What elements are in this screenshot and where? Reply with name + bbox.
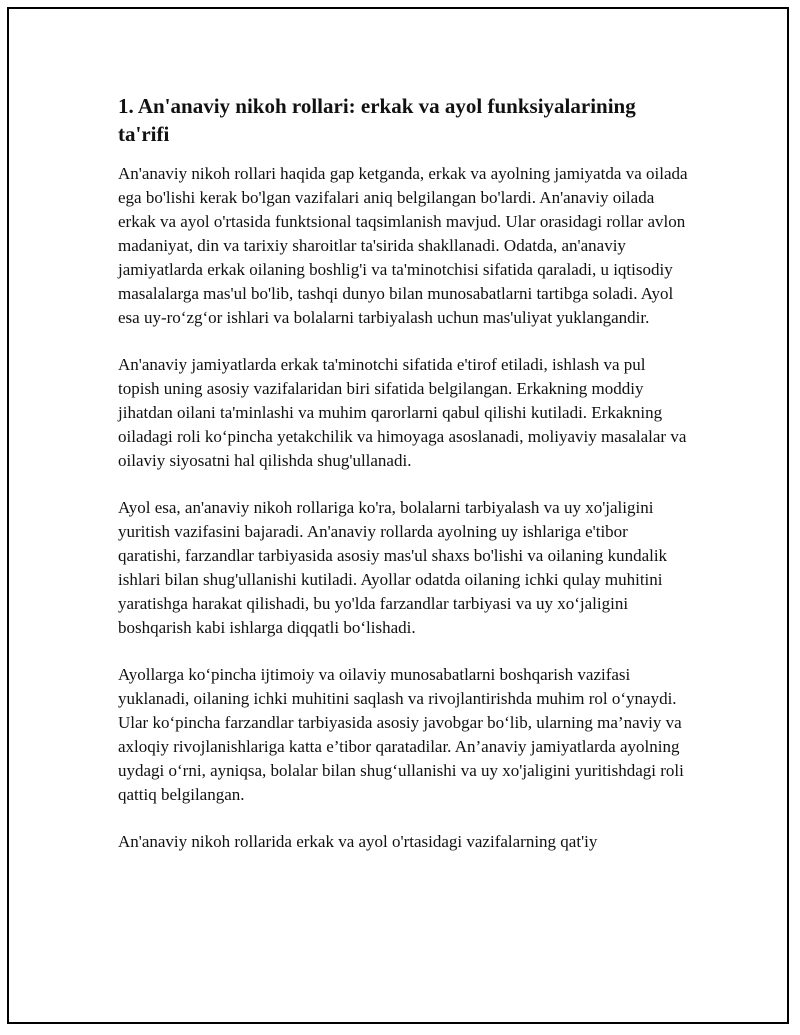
paragraph-2: An'anaviy jamiyatlarda erkak ta'minotchi sifatida e'tirof etiladi, ishlash va pul topish uning asosiy vazifalaridan biri sifatida belgilangan. Erkakning moddiy jihatdan oilani ta'minlashi va muhim qarorlarni qabul qilishi kutiladi. Erkakning oiladagi roli ko‘pincha yetakchilik va himoyaga asoslanadi, moliyaviy masalalar va oilaviy siyosatni hal qilishda shug'ullanadi. xyxy=(118,355,687,470)
paragraph-3: Ayol esa, an'anaviy nikoh rollariga ko'ra, bolalarni tarbiyalash va uy xo'jaligini yuritish vazifasini bajaradi. An'anaviy rollarda ayolning uy ishlariga e'tibor qaratishi, farzandlar tarbiyasida asosiy mas'ul shaxs bo'lishi va oilaning kundalik ishlari bilan shug'ullanishi kutiladi. Ayollar odatda oilaning ichki qulay muhitini yaratishga harakat qilishadi, bu yo'lda farzandlar tarbiyasi va uy xo‘jaligini boshqarish kabi ishlarga diqqatli bo‘lishadi. xyxy=(118,498,668,637)
paragraph-1: An'anaviy nikoh rollari haqida gap ketganda, erkak va ayolning jamiyatda va oilada ega bo'lishi kerak bo'lgan vazifalari aniq belgilangan bo'lardi. An'anaviy oilada erkak va ayol o'rtasida funktsional taqsimlanish mavjud. Ular orasidagi rollar avlon madaniyat, din va tarixiy sharoitlar ta'sirida shakllanadi. Odatda, an'anaviy jamiyatlarda erkak oilaning boshlig'i va ta'minotchisi sifatida qaraladi, u iqtisodiy masalalarga mas'ul bo'lib, tashqi dunyo bilan munosabatlarni tartibga soladi. Ayol esa uy-ro‘zg‘or ishlari va bolalarni tarbiyalash uchun mas'uliyat yuklangandir. xyxy=(118,164,688,327)
paragraph-5: An'anaviy nikoh rollarida erkak va ayol o'rtasidagi vazifalarning qat'iy xyxy=(118,832,598,851)
paragraph-4: Ayollarga ko‘pincha ijtimoiy va oilaviy munosabatlarni boshqarish vazifasi yuklanadi, oilaning ichki muhitini saqlash va rivojlantirishda muhim rol o‘ynaydi. Ular ko‘pincha farzandlar tarbiyasida asosiy javobgar bo‘lib, ularning ma’naviy va axloqiy rivojlanishlariga katta e’tibor qaratadilar. An’anaviy jamiyatlarda ayolning uydagi o‘rni, ayniqsa, bolalar bilan shug‘ullanishi va uy xo'jaligini yuritishdagi roli qattiq belgilangan. xyxy=(118,665,684,804)
document-body xyxy=(110,92,690,877)
section-heading: 1. An'anaviy nikoh rollari: erkak va ayol funksiyalarining ta'rifi xyxy=(118,94,636,146)
